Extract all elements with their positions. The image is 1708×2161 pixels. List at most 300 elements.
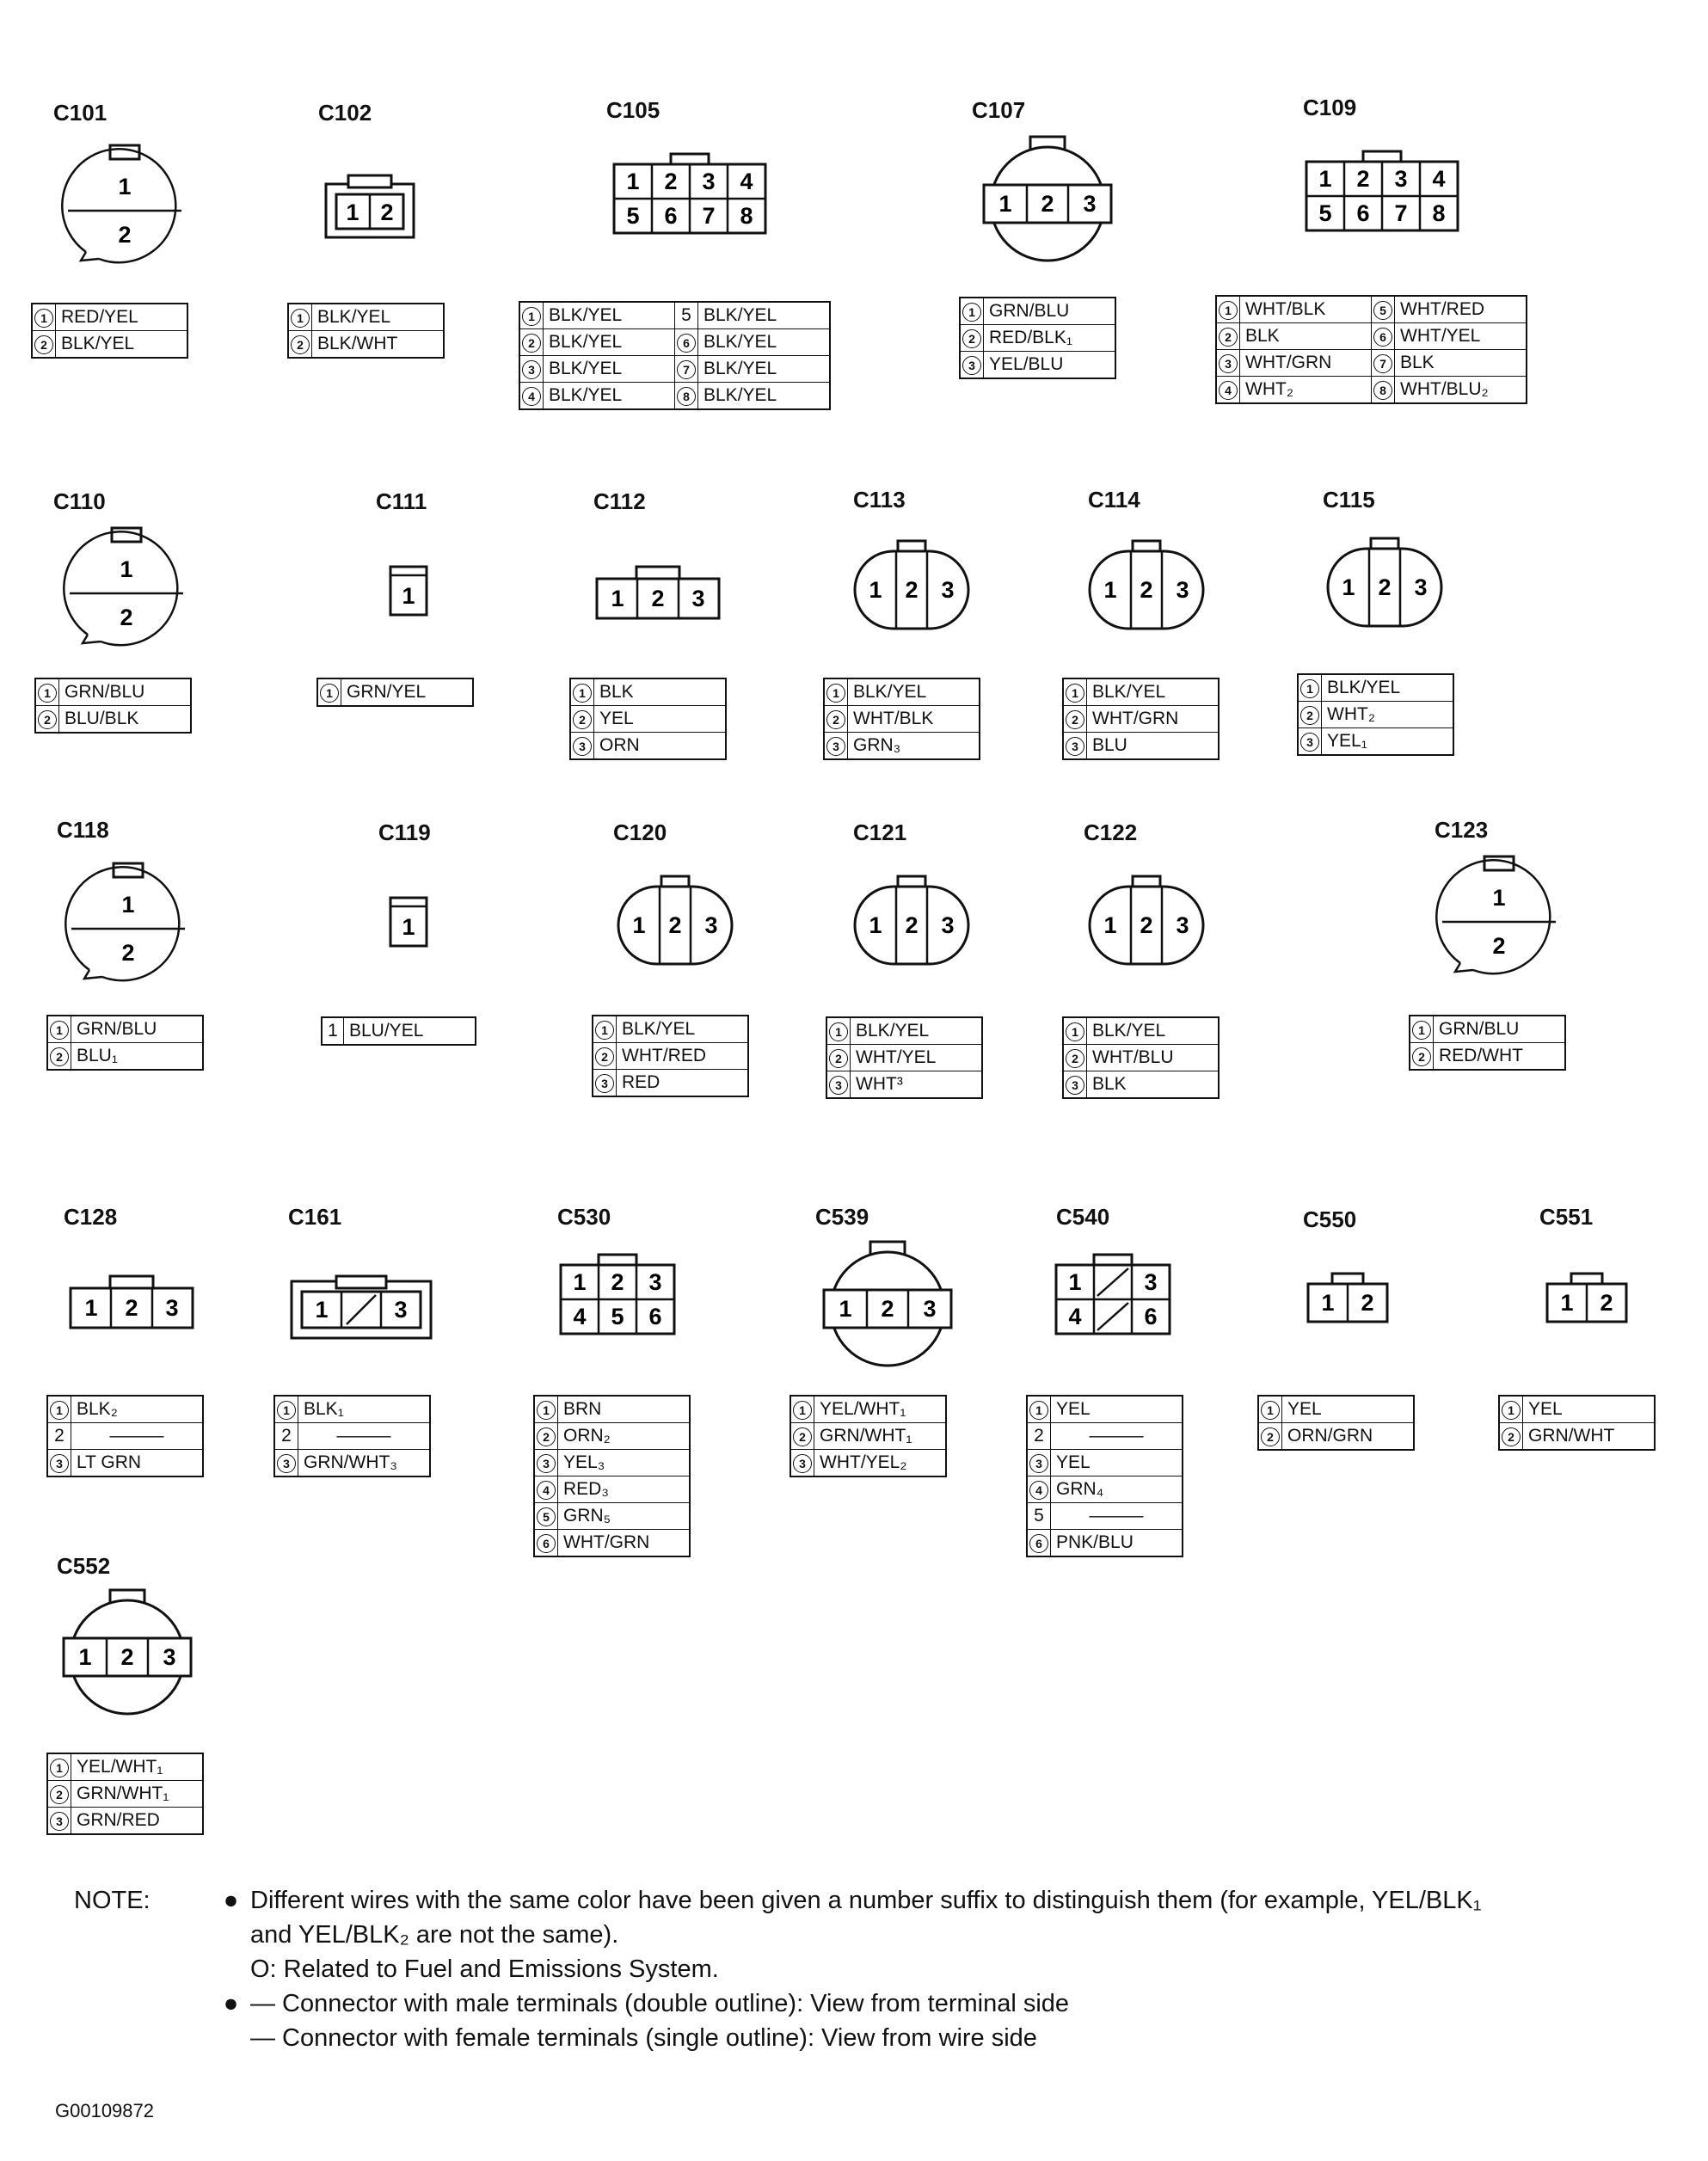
pin-row xyxy=(1410,1043,1565,1071)
wire-color: BLK/YEL xyxy=(544,329,675,356)
pin-number: 2 xyxy=(611,1269,624,1295)
pin-number: 1 xyxy=(960,298,984,325)
pin-row xyxy=(1298,674,1453,702)
pin-row xyxy=(1027,1530,1183,1557)
pin-table-c540 xyxy=(1026,1395,1183,1557)
wire-color: WHT/YEL xyxy=(851,1045,983,1071)
wire-color: BLK/YEL xyxy=(544,356,675,383)
pin-number: 2 xyxy=(790,1423,814,1450)
pin-number: 1 xyxy=(402,583,415,609)
pin-number: 1 xyxy=(288,304,312,331)
connector-label-c118: C118 xyxy=(57,817,109,843)
pin-table-c112 xyxy=(569,678,727,760)
pin-row xyxy=(519,329,830,356)
wire-color: YEL/WHT₁ xyxy=(814,1396,947,1423)
pin-row xyxy=(570,678,726,706)
connector-label-c120: C120 xyxy=(613,820,667,845)
pin-row xyxy=(47,1808,203,1835)
wire-color: BLK xyxy=(1395,350,1527,377)
connector-label-c128: C128 xyxy=(64,1204,118,1230)
bullet-icon: ● xyxy=(223,1990,239,2017)
pin-table-c119 xyxy=(321,1016,476,1046)
pin-table-c114 xyxy=(1062,678,1220,760)
pin-number: 2 xyxy=(905,912,919,938)
connector-face-c105 xyxy=(611,150,769,238)
pin-number: 1 xyxy=(611,586,624,611)
pin-row xyxy=(1027,1476,1183,1503)
pin-number: 3 xyxy=(691,586,705,611)
wire-color: WHT/BLU xyxy=(1087,1045,1220,1071)
connector-label-c107: C107 xyxy=(972,97,1026,123)
wire-color: WHT/YEL xyxy=(1395,323,1527,350)
pin-number: 1 xyxy=(1216,296,1240,323)
pin-number: 6 xyxy=(1027,1530,1051,1557)
pin-table-c123 xyxy=(1409,1015,1566,1071)
pin-table-c105 xyxy=(519,301,831,410)
pin-number: 1 xyxy=(519,302,544,329)
wire-color: RED/BLK₁ xyxy=(984,325,1116,352)
pin-number: 6 xyxy=(534,1530,558,1557)
wire-color: GRN/BLU xyxy=(1434,1016,1566,1043)
pin-row xyxy=(1410,1016,1565,1043)
connector-label-c111: C111 xyxy=(376,488,427,514)
pin-number: 2 xyxy=(118,222,132,248)
pin-number: 4 xyxy=(1432,166,1446,192)
pin-number: 3 xyxy=(1176,912,1189,938)
pin-number: 1 xyxy=(593,1016,617,1043)
pin-row xyxy=(274,1450,430,1477)
pin-number: 3 xyxy=(923,1296,937,1322)
pin-row xyxy=(960,325,1115,352)
pin-number: 7 xyxy=(675,356,698,383)
note-text-3: O: Related to Fuel and Emissions System. xyxy=(250,1955,719,1983)
pin-row xyxy=(790,1396,946,1423)
wire-color: BLK/YEL xyxy=(1087,678,1220,706)
wire-color: RED xyxy=(617,1070,749,1097)
note-label: NOTE: xyxy=(74,1887,151,1914)
connector-face-c121 xyxy=(851,873,972,967)
pin-row xyxy=(790,1423,946,1450)
pin-number: 1 xyxy=(121,892,135,918)
wire-color: BLK/YEL xyxy=(56,331,188,359)
pin-row xyxy=(824,678,980,706)
pin-number: 2 xyxy=(1410,1043,1434,1071)
wire-color: BLK/YEL xyxy=(698,383,831,410)
pin-number: 2 xyxy=(1600,1290,1613,1316)
pin-row xyxy=(47,1043,203,1071)
pin-row xyxy=(1027,1450,1183,1476)
connector-label-c114: C114 xyxy=(1088,487,1140,513)
pin-number: 3 xyxy=(824,733,848,760)
pin-row xyxy=(1063,733,1219,760)
wire-color: YEL xyxy=(1051,1396,1183,1423)
wire-color: WHT/RED xyxy=(617,1043,749,1070)
wire-color: GRN/WHT xyxy=(1523,1423,1656,1451)
note-text-1: Different wires with the same color have been given a number suffix to distinguish them (for example, YEL/BLK₁ xyxy=(250,1887,1482,1914)
pin-row xyxy=(1216,350,1527,377)
connector-label-c113: C113 xyxy=(853,487,906,513)
pin-row xyxy=(47,1781,203,1808)
wire-color: GRN/BLU xyxy=(71,1016,204,1043)
wire-color: YEL xyxy=(1051,1450,1183,1476)
pin-number: 3 xyxy=(1063,733,1087,760)
pin-row xyxy=(1258,1423,1414,1451)
unused-pin: ——— xyxy=(298,1423,431,1450)
pin-number: 1 xyxy=(1499,1396,1523,1423)
connector-face-c128 xyxy=(67,1273,196,1333)
pin-number: 1 xyxy=(47,1753,71,1781)
pin-number: 3 xyxy=(702,169,716,194)
pin-row xyxy=(534,1450,690,1476)
pin-number: 1 xyxy=(869,912,882,938)
connector-face-c110 xyxy=(62,525,191,654)
pin-number: 1 xyxy=(1068,1269,1082,1295)
pin-number: 1 xyxy=(47,1396,71,1423)
wire-color: GRN₅ xyxy=(558,1503,691,1530)
pin-number: 2 xyxy=(47,1423,71,1450)
pin-number: 3 xyxy=(593,1070,617,1097)
pin-number: 3 xyxy=(274,1450,298,1477)
wire-color: RED/YEL xyxy=(56,304,188,331)
pin-number: 7 xyxy=(702,203,716,229)
pin-number: 1 xyxy=(1258,1396,1282,1423)
connector-label-c122: C122 xyxy=(1084,820,1138,845)
wire-color: BLK/YEL xyxy=(698,302,831,329)
pin-number: 1 xyxy=(626,169,640,194)
pin-number: 3 xyxy=(826,1071,851,1099)
pin-number: 3 xyxy=(163,1644,176,1670)
connector-label-c550: C550 xyxy=(1303,1206,1357,1232)
connector-face-c113 xyxy=(851,537,972,632)
pin-table-c111 xyxy=(316,678,474,707)
connector-label-c552: C552 xyxy=(57,1553,111,1579)
wire-color: YEL₃ xyxy=(558,1450,691,1476)
pin-table-c109 xyxy=(1215,295,1527,404)
connector-face-c161 xyxy=(288,1273,434,1341)
wire-color: WHT₂ xyxy=(1322,702,1454,728)
pin-number: 3 xyxy=(1063,1071,1087,1099)
connector-face-c123 xyxy=(1435,853,1564,982)
wire-color: BLK xyxy=(1240,323,1372,350)
pin-number: 1 xyxy=(824,678,848,706)
pin-number: 6 xyxy=(664,203,678,229)
pin-number: 2 xyxy=(1216,323,1240,350)
pin-number: 3 xyxy=(519,356,544,383)
pin-number: 3 xyxy=(394,1297,408,1323)
pin-row xyxy=(47,1423,203,1450)
pin-number: 1 xyxy=(570,678,594,706)
connector-face-c101 xyxy=(60,142,189,271)
pin-number: 2 xyxy=(121,940,135,966)
wire-color: RED₃ xyxy=(558,1476,691,1503)
pin-number: 2 xyxy=(1499,1423,1523,1451)
pin-number: 2 xyxy=(1361,1290,1374,1316)
pin-number: 3 xyxy=(704,912,718,938)
pin-number: 3 xyxy=(570,733,594,760)
wire-color: GRN/BLU xyxy=(59,678,192,706)
pin-number: 2 xyxy=(380,200,394,225)
pin-number: 1 xyxy=(1410,1016,1434,1043)
pin-table-c110 xyxy=(34,678,192,734)
pin-number: 2 xyxy=(1041,191,1054,217)
pin-row xyxy=(274,1396,430,1423)
wire-color: BLK/YEL xyxy=(544,302,675,329)
wire-color: BLU xyxy=(1087,733,1220,760)
pin-number: 2 xyxy=(534,1423,558,1450)
wire-color: GRN/RED xyxy=(71,1808,204,1835)
wire-color: WHT/YEL₂ xyxy=(814,1450,947,1477)
pin-number: 2 xyxy=(288,331,312,359)
wire-color: WHT/GRN xyxy=(1087,706,1220,733)
pin-row xyxy=(534,1476,690,1503)
pin-number: 2 xyxy=(32,331,56,359)
connector-label-c539: C539 xyxy=(815,1204,869,1230)
pin-row xyxy=(32,331,187,359)
pin-number: 2 xyxy=(570,706,594,733)
pin-row xyxy=(322,1017,476,1045)
wire-color: WHT/BLK xyxy=(848,706,980,733)
unused-pin: ——— xyxy=(1051,1423,1183,1450)
pin-row xyxy=(534,1423,690,1450)
wire-color: BRN xyxy=(558,1396,691,1423)
pin-number: 2 xyxy=(120,1644,134,1670)
pin-row xyxy=(1216,377,1527,404)
pin-row xyxy=(960,298,1115,325)
pin-number: 1 xyxy=(790,1396,814,1423)
pin-number: 1 xyxy=(35,678,59,706)
note-text-5: — Connector with female terminals (single outline): View from wire side xyxy=(250,2024,1037,2052)
pin-number: 4 xyxy=(534,1476,558,1503)
pin-number: 1 xyxy=(573,1269,587,1295)
pin-table-c551 xyxy=(1498,1395,1656,1451)
wire-color: PNK/BLU xyxy=(1051,1530,1183,1557)
pin-number: 5 xyxy=(1372,296,1395,323)
pin-number: 2 xyxy=(1027,1423,1051,1450)
wire-color: BLK/YEL xyxy=(617,1016,749,1043)
pin-row xyxy=(47,1396,203,1423)
pin-number: 1 xyxy=(346,200,359,225)
pin-number: 4 xyxy=(740,169,753,194)
connector-label-c105: C105 xyxy=(606,97,660,123)
connector-label-c112: C112 xyxy=(593,488,646,514)
pin-number: 1 xyxy=(1318,166,1332,192)
pin-number: 4 xyxy=(1216,377,1240,404)
connector-face-c109 xyxy=(1303,148,1461,236)
pin-number: 3 xyxy=(1414,574,1428,600)
pin-number: 4 xyxy=(1068,1304,1082,1329)
wire-color: GRN₃ xyxy=(848,733,980,760)
pin-row xyxy=(274,1423,430,1450)
wire-color: WHT³ xyxy=(851,1071,983,1099)
pin-row xyxy=(1499,1423,1655,1451)
pin-row xyxy=(1063,706,1219,733)
pin-table-c550 xyxy=(1257,1395,1415,1451)
wire-color: BLU/YEL xyxy=(344,1017,476,1045)
pin-table-c120 xyxy=(592,1015,749,1097)
pin-number: 1 xyxy=(1298,674,1322,702)
pin-row xyxy=(1063,678,1219,706)
connector-label-c551: C551 xyxy=(1539,1204,1594,1230)
pin-number: 1 xyxy=(998,191,1012,217)
pin-table-c101 xyxy=(31,303,188,359)
connector-face-c530 xyxy=(557,1251,678,1339)
pin-row xyxy=(519,383,830,410)
pin-row xyxy=(288,331,444,359)
notes-section xyxy=(74,1883,1674,2055)
pin-row xyxy=(1027,1423,1183,1450)
pin-row xyxy=(1298,702,1453,728)
pin-number: 3 xyxy=(1027,1450,1051,1476)
wire-color: RED/WHT xyxy=(1434,1043,1566,1071)
wire-color: BLK/YEL xyxy=(1087,1017,1220,1045)
connector-label-c540: C540 xyxy=(1056,1204,1110,1230)
wire-color: WHT/BLU₂ xyxy=(1395,377,1527,404)
wire-color: YEL/BLU xyxy=(984,352,1116,379)
pin-number: 1 xyxy=(534,1396,558,1423)
pin-number: 1 xyxy=(826,1017,851,1045)
pin-number: 3 xyxy=(941,912,955,938)
pin-number: 2 xyxy=(651,586,665,611)
wire-color: WHT/BLK xyxy=(1240,296,1372,323)
wire-color: YEL xyxy=(594,706,727,733)
pin-number: 3 xyxy=(1144,1269,1158,1295)
wire-color: GRN/WHT₁ xyxy=(814,1423,947,1450)
pin-number: 1 xyxy=(118,174,132,200)
pin-table-c102 xyxy=(287,303,445,359)
pin-number: 1 xyxy=(317,678,341,706)
note-text-4: — Connector with male terminals (double outline): View from terminal side xyxy=(250,1990,1070,2017)
pin-number: 2 xyxy=(35,706,59,734)
wire-color: WHT₂ xyxy=(1240,377,1372,404)
pin-row xyxy=(960,352,1115,379)
pin-number: 8 xyxy=(1432,200,1446,226)
pin-table-c539 xyxy=(789,1395,947,1477)
pin-number: 1 xyxy=(32,304,56,331)
connector-face-c102 xyxy=(323,172,417,241)
pin-number: 1 xyxy=(869,577,882,603)
pin-number: 1 xyxy=(1063,1017,1087,1045)
pin-number: 1 xyxy=(839,1296,852,1322)
pin-number: 2 xyxy=(1356,166,1370,192)
wire-color: BLK/YEL xyxy=(848,678,980,706)
pin-table-c161 xyxy=(273,1395,431,1477)
pin-row xyxy=(1063,1045,1219,1071)
wire-color: BLK/YEL xyxy=(312,304,445,331)
pin-row xyxy=(519,302,830,329)
pin-number: 3 xyxy=(47,1450,71,1477)
wire-color: BLK₂ xyxy=(71,1396,204,1423)
pin-number: 8 xyxy=(675,383,698,410)
wire-color: BLK/YEL xyxy=(544,383,675,410)
pin-row xyxy=(534,1530,690,1557)
pin-row xyxy=(1216,296,1527,323)
wire-color: ORN xyxy=(594,733,727,760)
pin-number: 3 xyxy=(648,1269,662,1295)
pin-row xyxy=(593,1043,748,1070)
pin-number: 1 xyxy=(1492,885,1506,911)
wire-color: YEL xyxy=(1282,1396,1415,1423)
pin-number: 5 xyxy=(534,1503,558,1530)
connector-face-c122 xyxy=(1086,873,1207,967)
pin-table-c118 xyxy=(46,1015,204,1071)
pin-row xyxy=(1027,1503,1183,1530)
pin-row xyxy=(519,356,830,383)
pin-row xyxy=(826,1017,982,1045)
pin-table-c128 xyxy=(46,1395,204,1477)
pin-number: 2 xyxy=(1378,574,1392,600)
pin-number: 1 xyxy=(1560,1290,1574,1316)
connector-label-c119: C119 xyxy=(378,820,431,845)
wire-color: BLK xyxy=(594,678,727,706)
unused-pin: ——— xyxy=(71,1423,204,1450)
wire-color: BLK/WHT xyxy=(312,331,445,359)
pin-number: 2 xyxy=(881,1296,894,1322)
pin-number: 8 xyxy=(740,203,753,229)
wire-color: GRN/BLU xyxy=(984,298,1116,325)
connector-face-c111 xyxy=(387,563,430,618)
wire-color: LT GRN xyxy=(71,1450,204,1477)
pin-number: 3 xyxy=(1176,577,1189,603)
pin-number: 6 xyxy=(1144,1304,1158,1329)
pin-row xyxy=(317,678,473,706)
pin-table-c121 xyxy=(826,1016,983,1099)
pin-table-c552 xyxy=(46,1753,204,1835)
pin-row xyxy=(826,1045,982,1071)
pin-row xyxy=(47,1450,203,1477)
pin-row xyxy=(790,1450,946,1477)
connector-face-c107 xyxy=(979,133,1116,262)
connector-face-c115 xyxy=(1324,535,1445,629)
pin-number: 1 xyxy=(84,1295,98,1321)
pin-number: 1 xyxy=(1103,912,1117,938)
connector-face-c550 xyxy=(1305,1270,1391,1325)
pin-row xyxy=(32,304,187,331)
pin-number: 1 xyxy=(78,1644,92,1670)
pin-number: 3 xyxy=(47,1808,71,1835)
wire-color: BLK/YEL xyxy=(851,1017,983,1045)
pin-number: 1 xyxy=(402,914,415,940)
wire-color: GRN/WHT₁ xyxy=(71,1781,204,1808)
connector-face-c118 xyxy=(64,860,193,989)
wire-color: WHT/RED xyxy=(1395,296,1527,323)
pin-number: 2 xyxy=(1063,1045,1087,1071)
connector-label-c530: C530 xyxy=(557,1204,611,1230)
pin-number: 6 xyxy=(675,329,698,356)
pin-number: 2 xyxy=(1140,912,1153,938)
bullet-icon: ● xyxy=(223,1887,239,1914)
connector-label-c161: C161 xyxy=(288,1204,342,1230)
pin-row xyxy=(1027,1396,1183,1423)
pin-number: 2 xyxy=(47,1781,71,1808)
pin-row xyxy=(1063,1071,1219,1099)
pin-number: 8 xyxy=(1372,377,1395,404)
pin-row xyxy=(826,1071,982,1099)
pin-number: 1 xyxy=(120,556,133,582)
wire-color: BLK/YEL xyxy=(698,329,831,356)
pin-number: 2 xyxy=(905,577,919,603)
pin-row xyxy=(593,1016,748,1043)
pin-table-c107 xyxy=(959,297,1116,379)
wire-color: GRN/WHT₃ xyxy=(298,1450,431,1477)
connector-face-c119 xyxy=(387,894,430,949)
pin-number: 2 xyxy=(664,169,678,194)
pin-row xyxy=(1499,1396,1655,1423)
pin-number: 2 xyxy=(593,1043,617,1070)
pin-number: 6 xyxy=(1372,323,1395,350)
pin-number: 5 xyxy=(626,203,640,229)
pin-number: 2 xyxy=(274,1423,298,1450)
pin-number: 2 xyxy=(1492,933,1506,959)
